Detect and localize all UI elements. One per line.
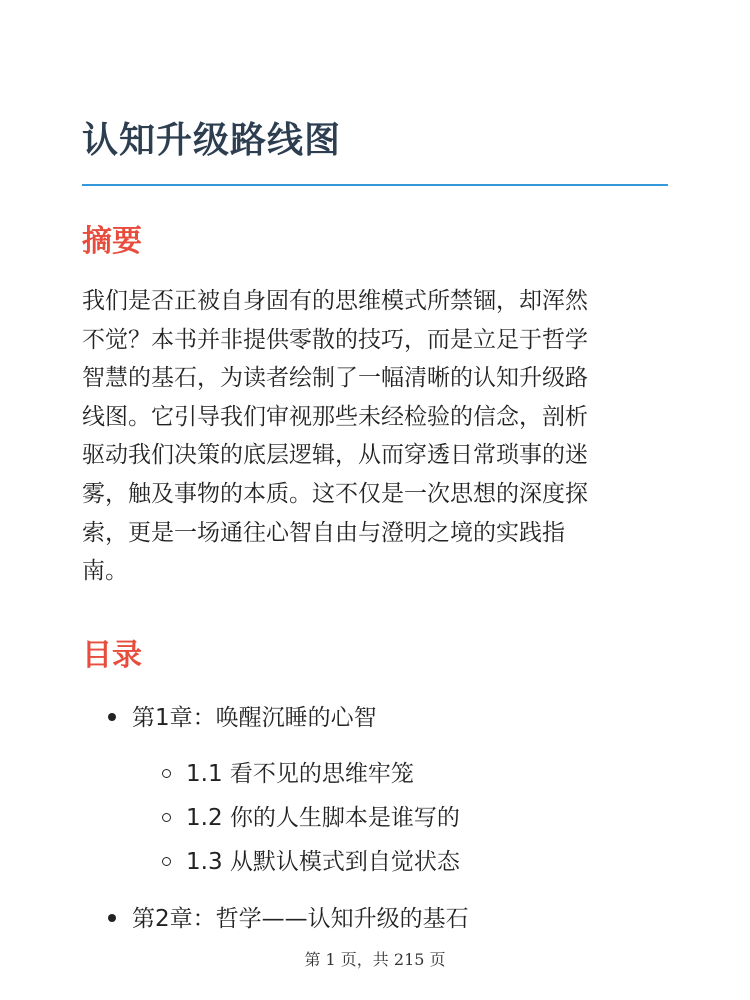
toc-section-label: 1.2 你的人生脚本是谁写的 [186,805,460,831]
toc-chapter-2[interactable] [108,902,469,936]
abstract-line: 雾，触及事物的本质。这不仅是一次思想的深度探 [82,480,588,507]
toc-section-label: 1.1 看不见的思维牢笼 [186,761,414,787]
abstract-line: 线图。它引导我们审视那些未经检验的信念，剖析 [82,403,588,430]
abstract-line: 南。 [82,558,128,585]
abstract-line: 不觉？本书并非提供零散的技巧，而是立足于哲学 [82,326,588,353]
toc-section-1-2[interactable] [162,801,460,835]
abstract-line: 智慧的基石，为读者绘制了一幅清晰的认知升级路 [82,365,588,392]
abstract-paragraph [82,282,672,591]
title-divider [82,184,668,186]
filled-bullet-icon [108,713,116,721]
filled-bullet-icon [108,914,116,922]
hollow-bullet-icon [162,813,171,822]
document-title: 认知升级路线图 [82,120,342,161]
abstract-line: 驱动我们决策的底层逻辑，从而穿透日常琐事的迷 [82,442,588,469]
toc-heading: 目录 [82,638,142,673]
toc-chapter-1[interactable] [108,701,377,735]
hollow-bullet-icon [162,769,171,778]
toc-section-1-1[interactable] [162,757,414,791]
abstract-line: 索，更是一场通往心智自由与澄明之境的实践指 [82,519,565,546]
toc-chapter-label: 第1章：唤醒沉睡的心智 [132,705,377,731]
toc-section-label: 1.3 从默认模式到自觉状态 [186,849,460,875]
abstract-heading: 摘要 [82,224,142,259]
toc-section-1-3[interactable] [162,845,460,879]
abstract-line: 我们是否正被自身固有的思维模式所禁锢，却浑然 [82,288,588,314]
page-number-footer: 第 1 页，共 215 页 [304,950,446,969]
toc-chapter-label: 第2章：哲学——认知升级的基石 [132,906,469,932]
hollow-bullet-icon [162,857,171,866]
